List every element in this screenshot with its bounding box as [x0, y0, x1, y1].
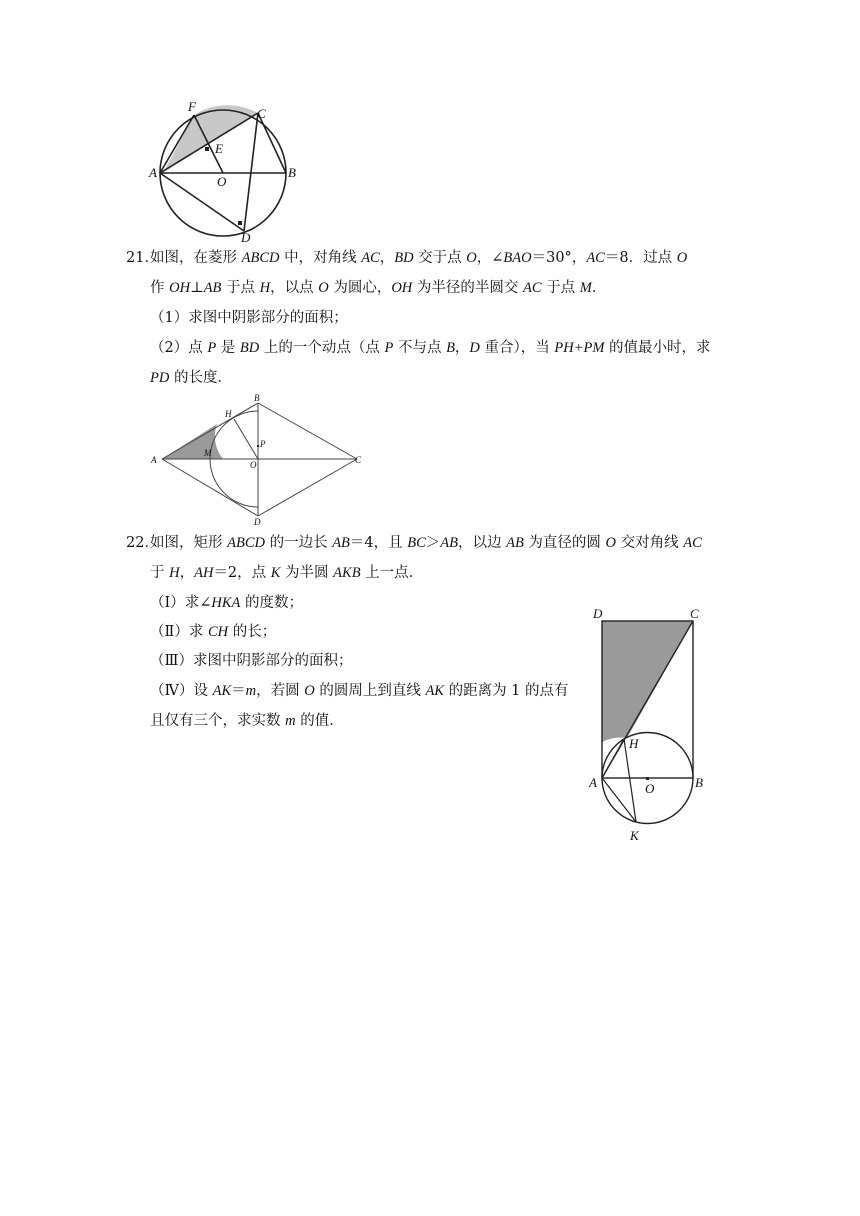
q22-item-2: （Ⅱ）求 CH 的长； — [150, 624, 277, 640]
q22-item-3: （Ⅲ）求图中阴影部分的面积； — [150, 653, 353, 669]
label-a: A — [149, 165, 157, 180]
q22-line-2: 于 H，AH＝2，点 K 为半圆 AKB 上一点． — [150, 565, 424, 581]
q22-item-4: （Ⅳ）设 AK＝m，若圆 O 的圆周上到直线 AK 的距离为 1 的点有 — [150, 683, 569, 699]
label-f: F — [188, 99, 196, 114]
label-o: O — [250, 460, 257, 470]
right-angle-mark-d — [238, 221, 242, 225]
label-a: A — [151, 455, 157, 465]
label-c: C — [257, 106, 266, 121]
q22-item-4-cont: 且仅有三个，求实数 m 的值． — [150, 713, 344, 729]
point-p — [257, 445, 259, 447]
q22-line-1: 如图，矩形 ABCD 的一边长 AB＝4，且 BC＞AB，以边 AB 为直径的圆 O 交对角线 AC — [150, 535, 702, 551]
segment-ah — [602, 739, 624, 778]
label-m: M — [204, 448, 212, 458]
label-d: D — [593, 606, 603, 621]
figure-q22 — [585, 600, 720, 845]
label-b: B — [288, 165, 296, 180]
label-p: P — [260, 439, 266, 449]
label-b: B — [254, 393, 260, 403]
shaded-region — [602, 621, 693, 742]
label-h: H — [629, 736, 639, 751]
q21-sub-2-cont: PD 的长度． — [150, 370, 232, 386]
label-e: E — [215, 141, 223, 156]
segment-bc — [258, 403, 357, 459]
label-c: C — [355, 455, 362, 465]
segment-oh — [234, 419, 258, 459]
question-number: 21． — [126, 250, 159, 266]
label-h: H — [225, 409, 232, 419]
q21-sub-2: （2）点 P 是 BD 上的一个动点（点 P 不与点 B，D 重合），当 PH+PM 的值最小时，求 — [150, 340, 711, 356]
question-number: 22． — [126, 535, 159, 551]
label-o: O — [217, 174, 227, 189]
segment-cd — [258, 459, 357, 516]
label-b: B — [695, 775, 703, 790]
q21-sub-1: （1）求图中阴影部分的面积； — [150, 310, 348, 326]
label-a: A — [589, 775, 597, 790]
label-d: D — [254, 517, 261, 527]
segment-cb — [258, 113, 286, 173]
figure-q20 — [140, 95, 310, 245]
q22-item-1: （Ⅰ）求∠HKA 的度数； — [150, 595, 303, 611]
q21-line-1: 如图，在菱形 ABCD 中，对角线 AC，BD 交于点 O，∠BAO＝30°，AC＝8．过点 O — [150, 250, 688, 266]
segment-ad — [160, 173, 244, 231]
label-o: O — [645, 781, 655, 796]
q21-line-2: 作 OH⊥AB 于点 H，以点 O 为圆心，OH 为半径的半圆交 AC 于点 M． — [150, 280, 607, 296]
figure-q21 — [145, 392, 375, 527]
label-d: D — [241, 230, 251, 245]
right-angle-mark-e — [205, 147, 209, 151]
segment-da — [162, 459, 258, 516]
segment-cd — [244, 113, 258, 231]
label-c: C — [690, 606, 699, 621]
label-k: K — [630, 828, 639, 843]
center-o — [646, 777, 649, 780]
